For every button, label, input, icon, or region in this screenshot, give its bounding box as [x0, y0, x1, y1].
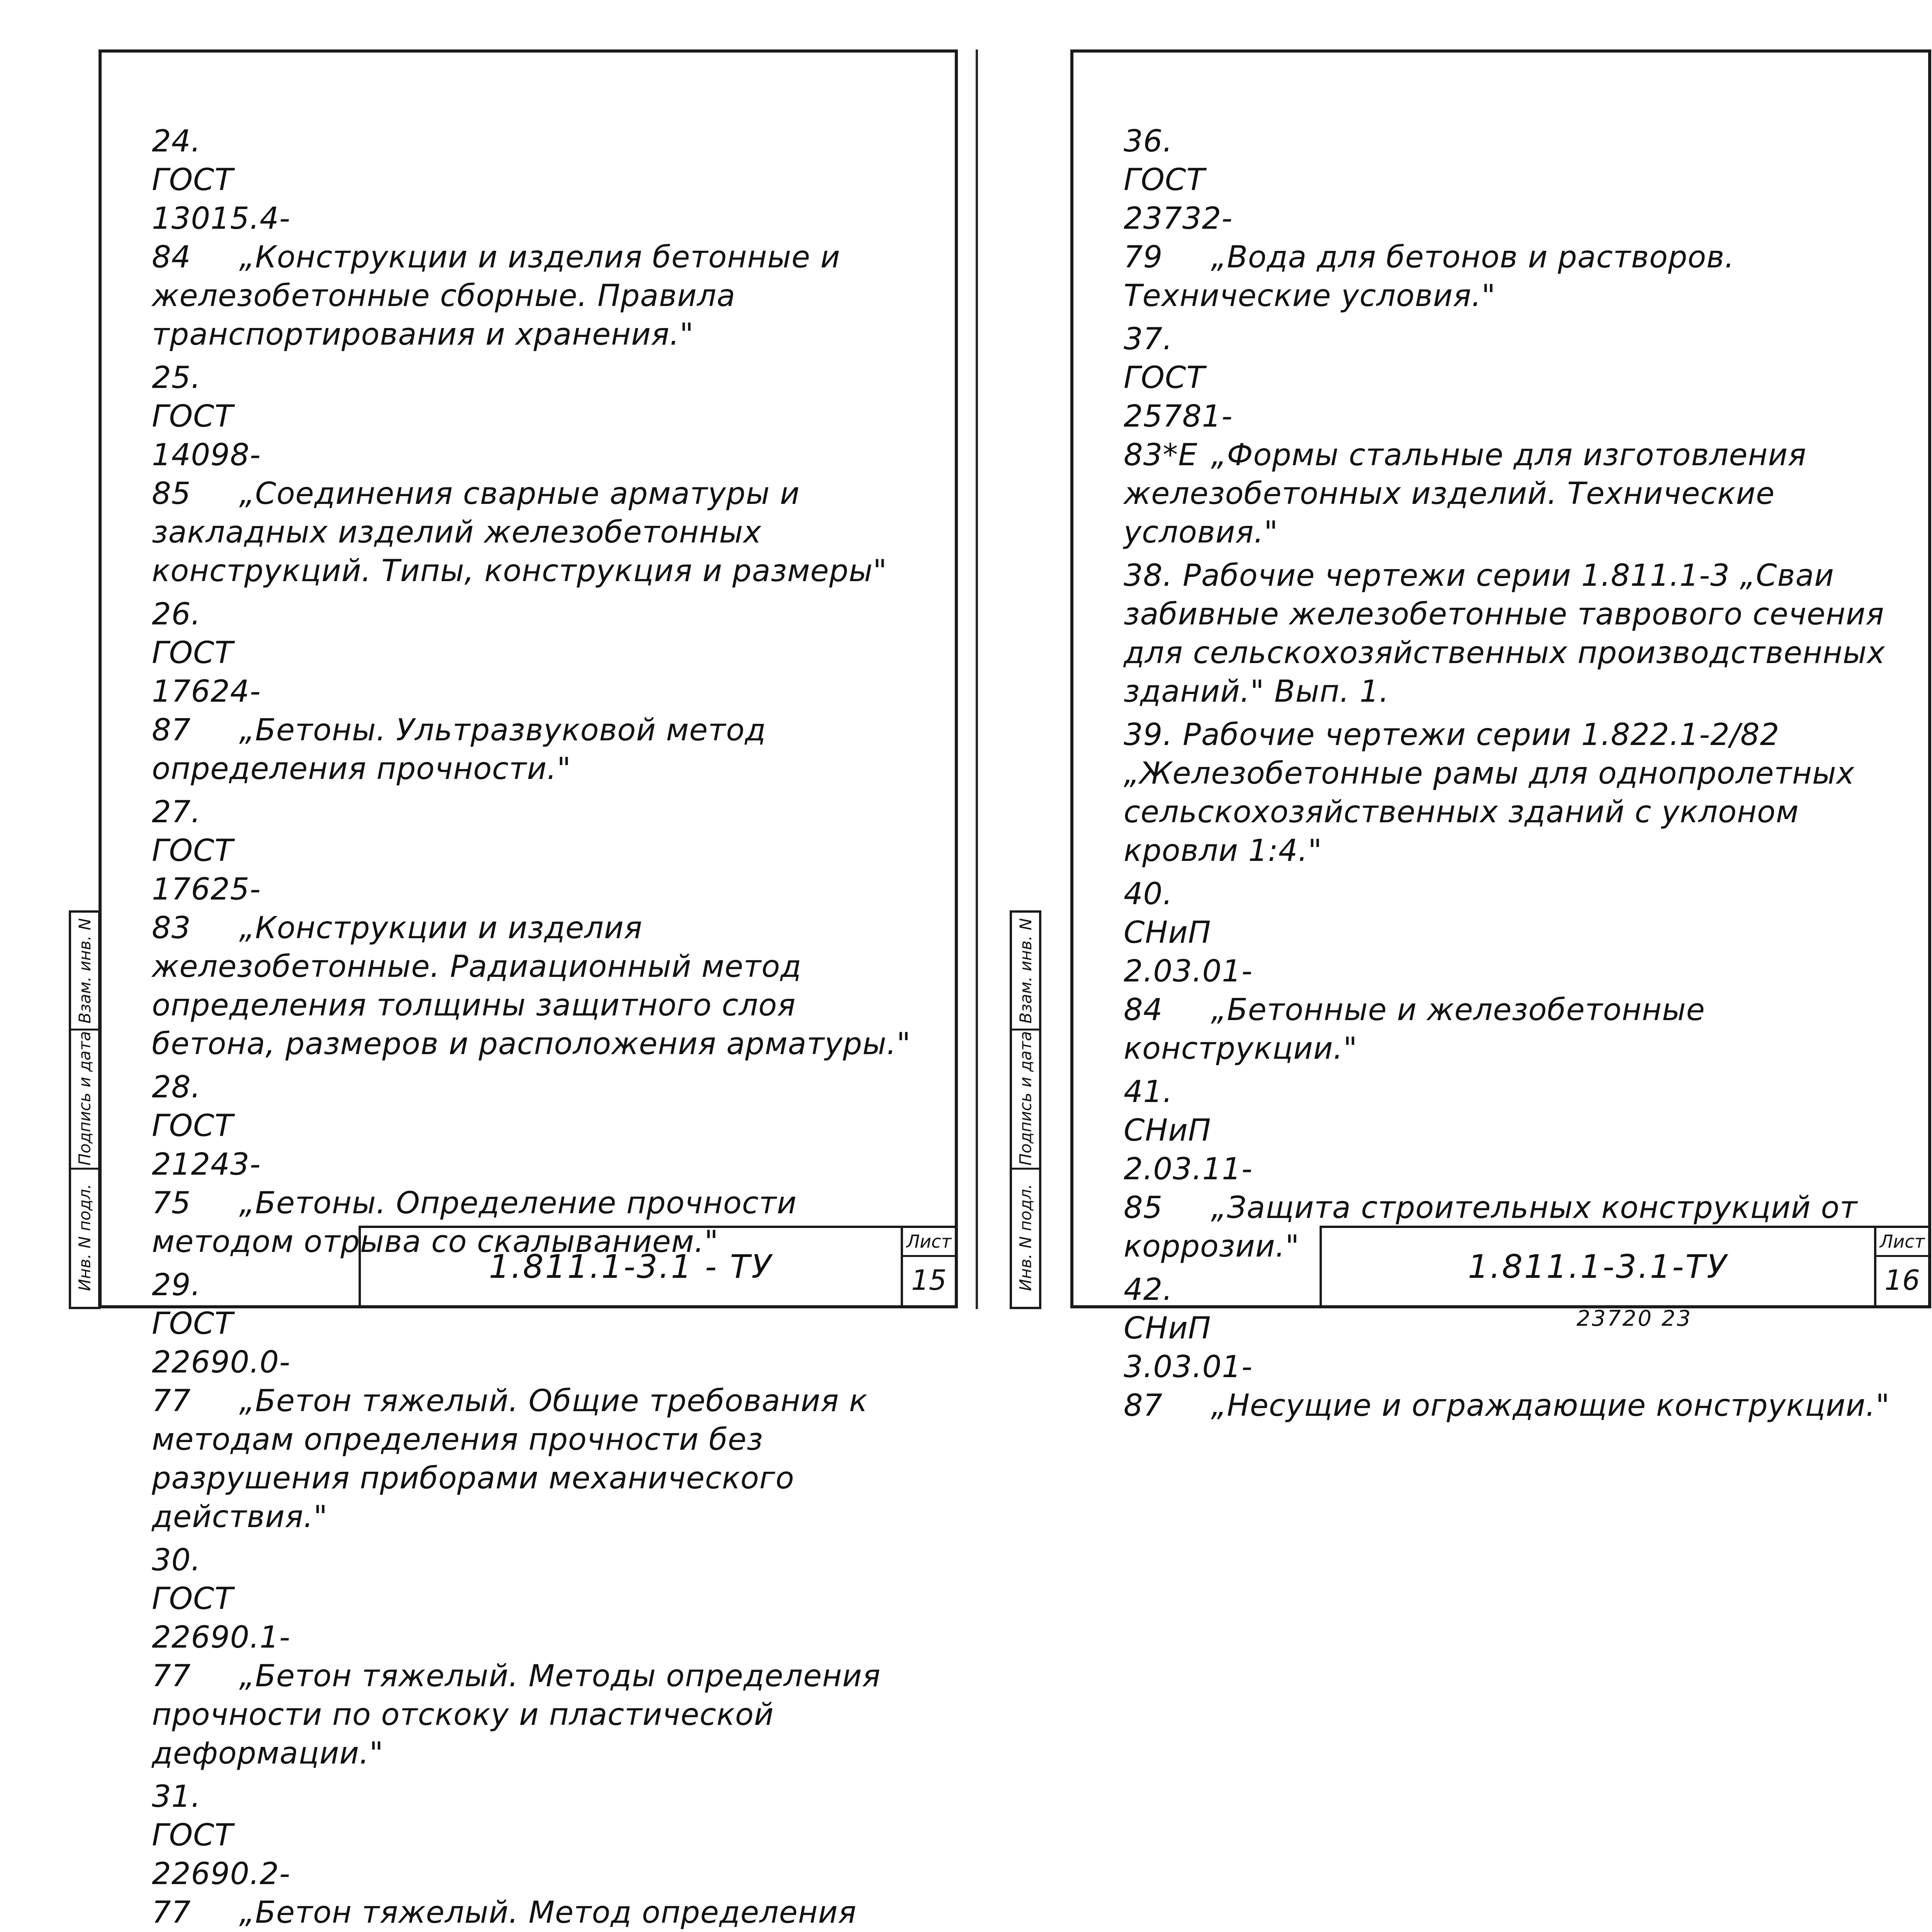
list-item: 42. СНиП 3.03.01-87 „Несущие и ограждающие конструкции." — [1124, 1272, 1890, 1423]
stamp-cell-original-inv: Инв. N подл. — [1016, 1184, 1035, 1291]
sheet-number-cell — [1874, 1228, 1928, 1305]
reference-list — [152, 122, 924, 1932]
list-item: 30. ГОСТ 22690.1-77 „Бетон тяжелый. Методы определения прочности по отскоку и пластической деформации." — [152, 1543, 881, 1771]
document-code: 1.811.1-3.1 - ТУ — [489, 1248, 773, 1286]
list-item: 36. ГОСТ 23732-79 „Вода для бетонов и растворов. Технические условия." — [1124, 124, 1735, 313]
list-item: 41. СНиП 2.03.11-85 „Защита строительных конструкций от коррозии." — [1124, 1075, 1858, 1264]
sheet-label: Лист — [903, 1228, 955, 1257]
list-item: 25. ГОСТ 14098-85 „Соединения сварные арматуры и закладных изделий железобетонных конструкций. Типы, конструкция и размеры" — [152, 361, 888, 588]
list-item: 27. ГОСТ 17625-83 „Конструкции и изделия железобетонные. Радиационный метод определения толщины защитного слоя бетона, размеров и расположения арматуры." — [152, 795, 911, 1061]
list-item: 40. СНиП 2.03.01-84 „Бетонные и железобетонные конструкции." — [1124, 877, 1705, 1066]
binding-stamp-left — [69, 910, 100, 1309]
archive-reference: 23720 23 — [1577, 1306, 1692, 1331]
stamp-cell-original-inv: Инв. N подл. — [75, 1184, 94, 1291]
list-item: 29. ГОСТ 22690.0-77 „Бетон тяжелый. Общие требования к методам определения прочности без разрушения приборами механического действия." — [152, 1268, 868, 1534]
sheet-number-cell — [901, 1228, 955, 1305]
page-divider — [976, 49, 978, 1309]
list-item: 38. Рабочие чертежи серии 1.811.1-3 „Сваи забивные железобетонные таврового сечения для сельскохозяйственных производственных зданий." Вып. 1. — [1124, 558, 1885, 709]
stamp-cell-signature-date: Подпись и дата — [1012, 1029, 1039, 1170]
list-item: 28. ГОСТ 21243-75 „Бетоны. Определение прочности методом отрыва со скалыванием." — [152, 1070, 797, 1259]
list-item: 24. ГОСТ 13015.4-84 „Конструкции и изделия бетонные и железобетонные сборные. Правила транспортирования и хранения." — [152, 124, 840, 352]
sheet-number: 16 — [1884, 1264, 1920, 1296]
list-item: 26. ГОСТ 17624-87 „Бетоны. Ультразвуковой метод определения прочности." — [152, 597, 766, 786]
sheet-page-15 — [99, 49, 958, 1930]
binding-stamp-right — [1010, 910, 1041, 1309]
document-code: 1.811.1-3.1-ТУ — [1468, 1248, 1728, 1286]
list-item: 37. ГОСТ 25781-83*Е „Формы стальные для изготовления железобетонных изделий. Технические условия." — [1124, 322, 1807, 550]
list-item: 39. Рабочие чертежи серии 1.822.1-2/82 „Железобетонные рамы для однопролетных сельскохозяйственных зданий с уклоном кровли 1:4." — [1124, 718, 1855, 868]
title-block — [1320, 1226, 1928, 1305]
stamp-cell-signature-date: Подпись и дата — [71, 1029, 98, 1170]
list-item: 31. ГОСТ 22690.2-77 „Бетон тяжелый. Метод определения — [152, 1779, 857, 1930]
stamp-cell-replace-inv: Взам. инв. N — [1012, 913, 1039, 1031]
title-block — [359, 1226, 955, 1305]
stamp-cell-replace-inv: Взам. инв. N — [71, 913, 98, 1031]
sheet-number: 15 — [911, 1264, 947, 1296]
sheet-label: Лист — [1876, 1228, 1928, 1257]
